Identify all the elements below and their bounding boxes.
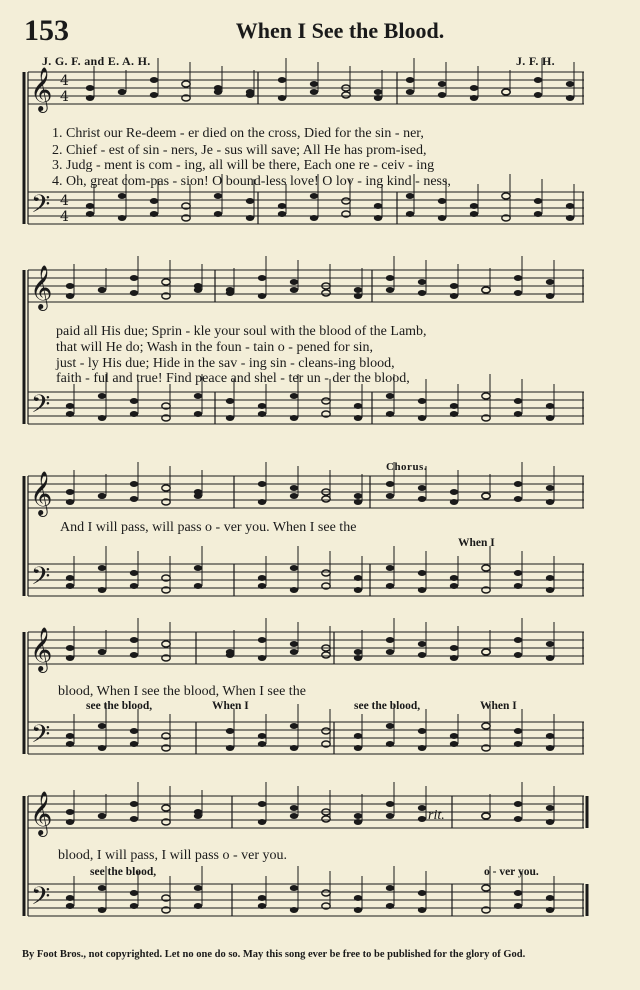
note-head [98,587,106,593]
note-head [130,481,138,487]
note-head [546,895,554,901]
note-head [450,293,458,299]
ritardando-mark: rit. [428,808,445,823]
note-head [342,198,350,204]
note-head [386,481,394,487]
note-head [418,570,426,576]
note-head [130,890,138,896]
note-head [514,652,522,658]
note-head [150,77,158,83]
note-head [258,733,266,739]
note-head [514,398,522,404]
note-head [290,885,298,891]
note-head [546,403,554,409]
note-head [322,890,330,896]
note-head [386,741,394,747]
note-head [386,287,394,293]
note-head [470,211,478,217]
note-head [438,198,446,204]
note-head [194,583,202,589]
note-head [226,415,234,421]
note-head [438,215,446,221]
note-head [534,92,542,98]
note-head [566,215,574,221]
note-head [386,637,394,643]
note-head [342,92,350,98]
note-head [386,583,394,589]
note-head [258,481,266,487]
note-head [566,203,574,209]
note-head [406,89,414,95]
note-head [258,499,266,505]
bass-clef-icon: 𝄢 [31,562,51,597]
note-head [450,655,458,661]
note-head [354,499,362,505]
note-head [514,637,522,643]
system3-echo: When I [458,537,495,549]
note-head [514,290,522,296]
system4-echo2: When I [212,700,249,712]
note-head [130,728,138,734]
note-head [310,215,318,221]
note-head [418,415,426,421]
note-head [290,393,298,399]
note-head [502,193,510,199]
note-head [418,496,426,502]
note-head [482,813,490,819]
note-head [418,745,426,751]
note-head [514,741,522,747]
note-head [386,493,394,499]
note-head [406,211,414,217]
note-head [546,575,554,581]
note-head [418,485,426,491]
note-head [374,215,382,221]
note-head [354,287,362,293]
treble-clef-icon: 𝄞 [30,791,53,835]
system4-echo4: When I [480,700,517,712]
bass-clef-icon: 𝄢 [31,882,51,917]
note-head [258,293,266,299]
note-head [278,95,286,101]
note-head [546,655,554,661]
note-head [322,496,330,502]
note-head [162,641,170,647]
note-head [546,279,554,285]
note-head [98,745,106,751]
note-head [290,587,298,593]
note-head [258,583,266,589]
note-head [566,81,574,87]
note-head [354,587,362,593]
note-head [418,279,426,285]
note-head [546,641,554,647]
note-head [482,565,490,571]
note-head [278,203,286,209]
note-head [322,728,330,734]
note-head [354,415,362,421]
note-head [354,293,362,299]
note-head [258,411,266,417]
note-head [66,411,74,417]
note-head [386,885,394,891]
note-head [290,723,298,729]
note-head [130,570,138,576]
note-head [258,403,266,409]
note-head [130,903,138,909]
note-head [514,890,522,896]
note-head [246,215,254,221]
time-signature-bottom: 4 [60,89,69,105]
note-head [450,489,458,495]
note-head [482,885,490,891]
music-credit: J. F. H. [516,54,555,68]
note-head [514,496,522,502]
note-head [322,816,330,822]
note-head [98,723,106,729]
note-head [226,745,234,751]
note-head [98,565,106,571]
note-head [418,907,426,913]
treble-clef-icon: 𝄞 [30,265,53,309]
note-head [98,907,106,913]
note-head [98,493,106,499]
note-head [546,485,554,491]
note-head [150,211,158,217]
note-head [566,95,574,101]
note-head [386,411,394,417]
note-head [194,565,202,571]
note-head [534,77,542,83]
verse2-line2: that will He do; Wash in the foun - tain o - pened for sin, [56,340,374,355]
note-head [406,77,414,83]
note-head [354,895,362,901]
note-head [374,89,382,95]
bass-clef-icon: 𝄢 [31,190,51,225]
verse1-line2: paid all His due; Sprin - kle your soul with the blood of the Lamb, [56,324,427,339]
note-head [322,290,330,296]
note-head [354,813,362,819]
note-head [98,813,106,819]
note-head [66,583,74,589]
verse3-line1: 3. Judg - ment is com - ing, all will be there, Each one re - ceiv - ing [52,158,435,173]
note-head [182,81,190,87]
note-head [130,816,138,822]
note-head [450,499,458,505]
note-head [450,283,458,289]
note-head [546,733,554,739]
system5-lyric: blood, I will pass, I will pass o - ver you. [58,848,288,863]
system3-lyric: And I will pass, will pass o - ver you. When I see the [60,520,357,535]
note-head [450,741,458,747]
time-signature-bottom: 4 [60,209,69,225]
note-head [226,290,234,296]
note-head [86,85,94,91]
note-head [130,275,138,281]
note-head [194,411,202,417]
system4-echo3: see the blood, [354,700,421,712]
verse2-line1: 2. Chief - est of sin - ners, Je - sus will save; All He has prom-ised, [52,143,427,158]
note-head [130,637,138,643]
note-head [246,198,254,204]
note-head [162,805,170,811]
note-head [86,211,94,217]
note-head [66,293,74,299]
note-head [130,411,138,417]
system5-echo1: see the blood, [90,866,157,878]
note-head [354,733,362,739]
note-head [98,415,106,421]
note-head [546,819,554,825]
note-head [482,287,490,293]
note-head [418,652,426,658]
note-head [546,805,554,811]
note-head [194,813,202,819]
note-head [290,287,298,293]
note-head [482,493,490,499]
note-head [258,801,266,807]
hymn-title: When I See the Blood. [235,18,445,43]
note-head [86,95,94,101]
note-head [214,89,222,95]
note-head [386,649,394,655]
note-head [450,403,458,409]
note-head [290,485,298,491]
treble-clef-icon: 𝄞 [30,627,53,671]
note-head [130,801,138,807]
note-head [450,733,458,739]
note-head [290,565,298,571]
note-head [130,741,138,747]
note-head [118,89,126,95]
note-head [482,393,490,399]
note-head [66,489,74,495]
verse4-line2: faith - ful and true! Find peace and shel - ter un - der the blood, [56,371,410,386]
note-head [194,493,202,499]
note-head [534,198,542,204]
note-head [258,575,266,581]
chorus-label: Chorus. [386,461,428,473]
note-head [258,637,266,643]
note-head [130,583,138,589]
note-head [310,89,318,95]
note-head [246,92,254,98]
system4-echo1: see the blood, [86,700,153,712]
note-head [322,570,330,576]
note-head [514,801,522,807]
note-head [226,728,234,734]
note-head [386,723,394,729]
note-head [130,290,138,296]
note-head [290,907,298,913]
note-head [278,211,286,217]
note-head [66,645,74,651]
note-head [386,393,394,399]
note-head [118,215,126,221]
note-head [386,903,394,909]
note-head [354,403,362,409]
note-head [470,85,478,91]
note-head [290,415,298,421]
note-head [66,903,74,909]
note-head [290,641,298,647]
time-signature-top: 4 [60,73,69,89]
note-head [162,485,170,491]
treble-clef-icon: 𝄞 [30,67,53,111]
note-head [514,570,522,576]
note-head [514,728,522,734]
note-head [290,813,298,819]
note-head [258,903,266,909]
note-head [470,203,478,209]
note-head [98,287,106,293]
verse4-line1: 4. Oh, great com-pas - sion! O bound-less love! O lov - ing kind - ness, [52,174,451,189]
note-head [66,733,74,739]
note-head [406,193,414,199]
bass-clef-icon: 𝄢 [31,390,51,425]
note-head [290,649,298,655]
system4-lyric: blood, When I see the blood, When I see the [58,684,306,699]
note-head [98,393,106,399]
note-head [66,575,74,581]
note-head [546,587,554,593]
note-head [278,77,286,83]
note-head [354,649,362,655]
note-head [354,575,362,581]
note-head [438,92,446,98]
note-head [482,649,490,655]
note-head [258,895,266,901]
note-head [418,890,426,896]
note-head [534,211,542,217]
note-head [150,198,158,204]
note-head [514,481,522,487]
note-head [354,745,362,751]
note-head [258,819,266,825]
note-head [66,895,74,901]
note-head [450,583,458,589]
note-head [386,275,394,281]
note-head [310,193,318,199]
note-head [290,279,298,285]
note-head [514,411,522,417]
note-head [130,398,138,404]
note-head [118,193,126,199]
note-head [214,211,222,217]
note-head [66,809,74,815]
note-head [450,411,458,417]
time-signature-top: 4 [60,193,69,209]
note-head [374,95,382,101]
note-head [546,745,554,751]
verse3-line2: just - ly His due; Hide in the sav - ing sin - cleans-ing blood, [56,356,395,371]
note-head [258,741,266,747]
note-head [418,398,426,404]
note-head [310,81,318,87]
words-credit: J. G. F. and E. A. H. [42,54,151,68]
treble-clef-icon: 𝄞 [30,471,53,515]
note-head [194,287,202,293]
note-head [322,652,330,658]
note-head [546,907,554,913]
note-head [98,885,106,891]
note-head [290,493,298,499]
note-head [546,415,554,421]
note-head [66,655,74,661]
note-head [502,89,510,95]
note-head [290,745,298,751]
note-head [514,903,522,909]
note-head [66,283,74,289]
note-head [514,275,522,281]
note-head [386,801,394,807]
bass-clef-icon: 𝄢 [31,720,51,755]
note-head [482,723,490,729]
note-head [162,279,170,285]
note-head [150,92,158,98]
note-head [546,293,554,299]
system5-echo2: o - ver you. [484,866,539,878]
note-head [66,819,74,825]
note-head [130,652,138,658]
note-head [130,496,138,502]
note-head [514,816,522,822]
note-head [214,193,222,199]
note-head [450,645,458,651]
note-head [66,741,74,747]
note-head [322,398,330,404]
hymn-number: 153 [24,14,69,47]
note-head [194,885,202,891]
note-head [418,290,426,296]
note-head [226,398,234,404]
note-head [450,575,458,581]
note-head [470,95,478,101]
note-head [418,805,426,811]
note-head [354,655,362,661]
note-head [66,403,74,409]
note-head [98,649,106,655]
note-head [66,499,74,505]
note-head [258,275,266,281]
note-head [226,652,234,658]
note-head [86,203,94,209]
note-head [194,393,202,399]
note-head [546,499,554,505]
note-head [354,907,362,913]
note-head [354,493,362,499]
note-head [194,903,202,909]
note-head [386,813,394,819]
note-head [418,816,426,822]
note-head [438,81,446,87]
note-head [418,587,426,593]
note-head [290,805,298,811]
note-head [418,728,426,734]
verse1-line1: 1. Christ our Re-deem - er died on the cross, Died for the sin - ner, [52,126,424,141]
note-head [514,583,522,589]
footer-note: By Foot Bros., not copyrighted. Let no one do so. May this song ever be free to be published for the glory of God. [22,949,526,960]
note-head [258,655,266,661]
note-head [354,819,362,825]
note-head [418,641,426,647]
note-head [386,565,394,571]
note-head [374,203,382,209]
